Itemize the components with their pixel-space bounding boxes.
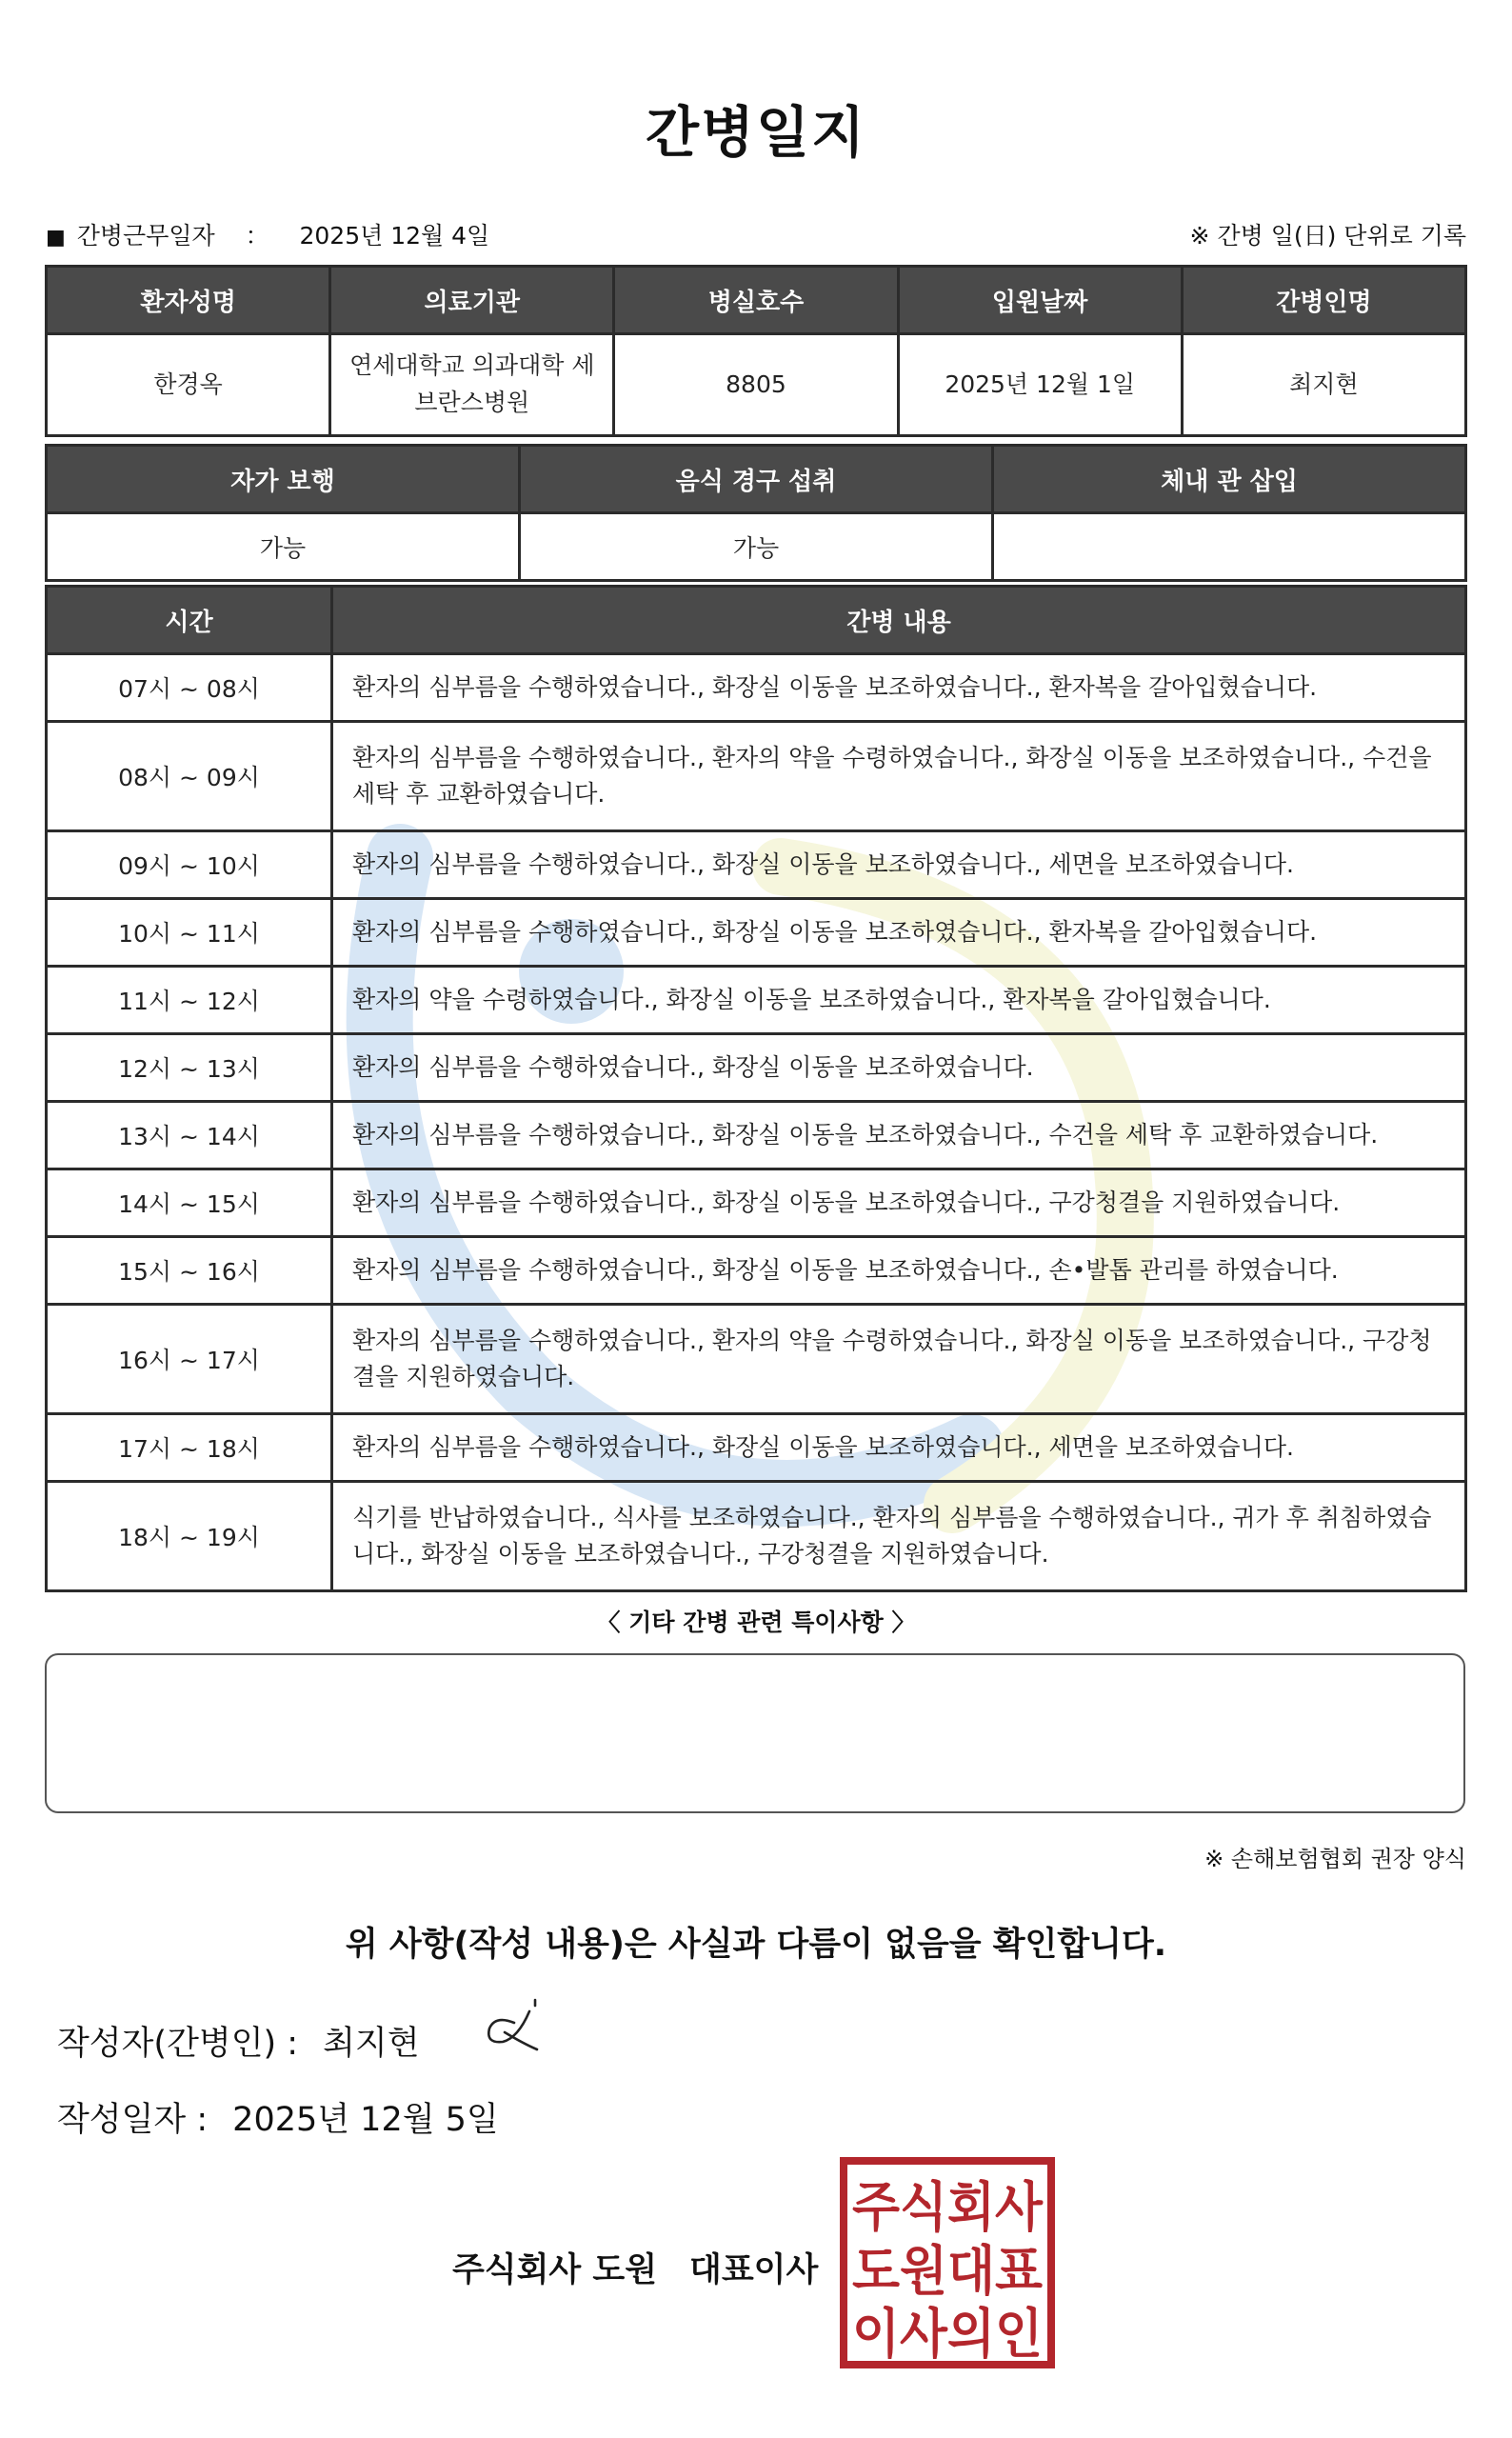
table-row — [47, 967, 1466, 1034]
table-row — [47, 654, 1466, 722]
time-cell: 07시 ~ 08시 — [47, 654, 332, 722]
patient-header-row — [47, 267, 1466, 334]
time-cell: 09시 ~ 10시 — [47, 831, 332, 899]
room-number: 8805 — [614, 334, 898, 436]
header-room-number: 병실호수 — [614, 267, 898, 334]
table-row — [47, 1305, 1466, 1414]
signature-mark — [476, 1994, 562, 2061]
table-row — [47, 1034, 1466, 1102]
patient-name: 한경옥 — [47, 334, 330, 436]
content-cell: 환자의 심부름을 수행하였습니다., 화장실 이동을 보조하였습니다., 환자복을 갈아입혔습니다. — [332, 899, 1466, 967]
header-admission-date: 입원날짜 — [898, 267, 1182, 334]
patient-status-table — [45, 444, 1467, 582]
table-row — [47, 1169, 1466, 1237]
content-cell: 환자의 심부름을 수행하였습니다., 화장실 이동을 보조하였습니다., 세면을 보조하였습니다. — [332, 1414, 1466, 1482]
write-date-value: 2025년 12월 5일 — [232, 2101, 499, 2139]
confirmation-statement: 위 사항(작성 내용)은 사실과 다름이 없음을 확인합니다. — [345, 1926, 1167, 1964]
header-oral-intake: 음식 경구 섭취 — [520, 446, 993, 513]
header-care-content: 간병 내용 — [332, 587, 1466, 654]
work-date-separator: ： — [245, 222, 269, 250]
status-header-row — [47, 446, 1466, 513]
header-patient-name: 환자성명 — [47, 267, 330, 334]
table-row — [47, 831, 1466, 899]
work-date-label: 간병근무일자 — [76, 222, 215, 250]
writer-label: 작성자(간병인) : — [57, 2025, 299, 2063]
header-tube-insertion: 체내 관 삽입 — [993, 446, 1466, 513]
content-cell: 환자의 심부름을 수행하였습니다., 환자의 약을 수령하였습니다., 화장실 이동을 보조하였습니다., 구강청결을 지원하였습니다. — [332, 1305, 1466, 1414]
company-title: 대표이사 — [689, 2251, 819, 2289]
writer-line — [57, 2017, 420, 2065]
company-seal — [840, 2157, 1055, 2368]
write-date-line — [57, 2093, 499, 2141]
content-cell: 식기를 반납하였습니다., 식사를 보조하였습니다., 환자의 심부름을 수행하였습니다., 귀가 후 취침하였습니다., 화장실 이동을 보조하였습니다., 구강청결을 지원하였습니다. — [332, 1482, 1466, 1591]
status-value-row — [47, 513, 1466, 581]
writer-name: 최지현 — [323, 2025, 420, 2063]
time-cell: 11시 ~ 12시 — [47, 967, 332, 1034]
caregiver-name: 최지현 — [1182, 334, 1465, 436]
square-bullet-icon: ■ — [46, 226, 66, 250]
time-cell: 08시 ~ 09시 — [47, 722, 332, 831]
page-title: 간병일지 — [645, 100, 867, 165]
time-cell: 10시 ~ 11시 — [47, 899, 332, 967]
admission-date: 2025년 12월 1일 — [898, 334, 1182, 436]
care-header-row — [47, 587, 1466, 654]
content-cell: 환자의 심부름을 수행하였습니다., 화장실 이동을 보조하였습니다. — [332, 1034, 1466, 1102]
content-cell: 환자의 심부름을 수행하였습니다., 환자의 약을 수령하였습니다., 화장실 이동을 보조하였습니다., 수건을 세탁 후 교환하였습니다. — [332, 722, 1466, 831]
time-cell: 14시 ~ 15시 — [47, 1169, 332, 1237]
company-name: 주식회사 도원 — [452, 2251, 658, 2289]
content-cell: 환자의 심부름을 수행하였습니다., 화장실 이동을 보조하였습니다., 구강청결을 지원하였습니다. — [332, 1169, 1466, 1237]
table-row — [47, 1237, 1466, 1305]
special-notes-box — [45, 1653, 1465, 1813]
time-cell: 12시 ~ 13시 — [47, 1034, 332, 1102]
header-hospital: 의료기관 — [330, 267, 614, 334]
source-note: ※ 손해보험협회 권장 양식 — [1204, 1846, 1466, 1872]
content-cell: 환자의 약을 수령하였습니다., 화장실 이동을 보조하였습니다., 환자복을 갈아입혔습니다. — [332, 967, 1466, 1034]
svg-text:도원대표: 도원대표 — [852, 2241, 1043, 2303]
table-row — [47, 899, 1466, 967]
oral-intake-value: 가능 — [520, 513, 993, 581]
hospital-name: 연세대학교 의과대학 세브란스병원 — [330, 334, 614, 436]
time-cell: 16시 ~ 17시 — [47, 1305, 332, 1414]
content-cell: 환자의 심부름을 수행하였습니다., 화장실 이동을 보조하였습니다., 수건을 세탁 후 교환하였습니다. — [332, 1102, 1466, 1169]
special-notes-title: 〈 기타 간병 관련 특이사항 〉 — [596, 1609, 916, 1636]
write-date-label: 작성일자 : — [57, 2101, 209, 2139]
header-time: 시간 — [47, 587, 332, 654]
patient-info-table — [45, 265, 1467, 437]
table-row — [47, 722, 1466, 831]
unit-note: ※ 간병 일(日) 단위로 기록 — [1189, 222, 1466, 250]
time-cell: 17시 ~ 18시 — [47, 1414, 332, 1482]
content-cell: 환자의 심부름을 수행하였습니다., 화장실 이동을 보조하였습니다., 세면을 보조하였습니다. — [332, 831, 1466, 899]
header-self-walking: 자가 보행 — [47, 446, 520, 513]
table-row — [47, 1414, 1466, 1482]
content-cell: 환자의 심부름을 수행하였습니다., 화장실 이동을 보조하였습니다., 환자복을 갈아입혔습니다. — [332, 654, 1466, 722]
svg-text:주식회사: 주식회사 — [852, 2177, 1044, 2239]
time-cell: 13시 ~ 14시 — [47, 1102, 332, 1169]
time-cell: 15시 ~ 16시 — [47, 1237, 332, 1305]
table-row — [47, 1482, 1466, 1591]
table-row — [47, 1102, 1466, 1169]
tube-insertion-value — [993, 513, 1466, 581]
work-date-value: 2025년 12월 4일 — [299, 222, 490, 250]
company-line — [452, 2244, 818, 2291]
svg-text:이사의인: 이사의인 — [852, 2304, 1043, 2366]
time-cell: 18시 ~ 19시 — [47, 1482, 332, 1591]
care-log-table — [45, 585, 1467, 1592]
header-caregiver-name: 간병인명 — [1182, 267, 1465, 334]
content-cell: 환자의 심부름을 수행하였습니다., 화장실 이동을 보조하였습니다., 손•발톱 관리를 하였습니다. — [332, 1237, 1466, 1305]
patient-value-row — [47, 334, 1466, 436]
work-date-line — [46, 217, 489, 251]
self-walking-value: 가능 — [47, 513, 520, 581]
